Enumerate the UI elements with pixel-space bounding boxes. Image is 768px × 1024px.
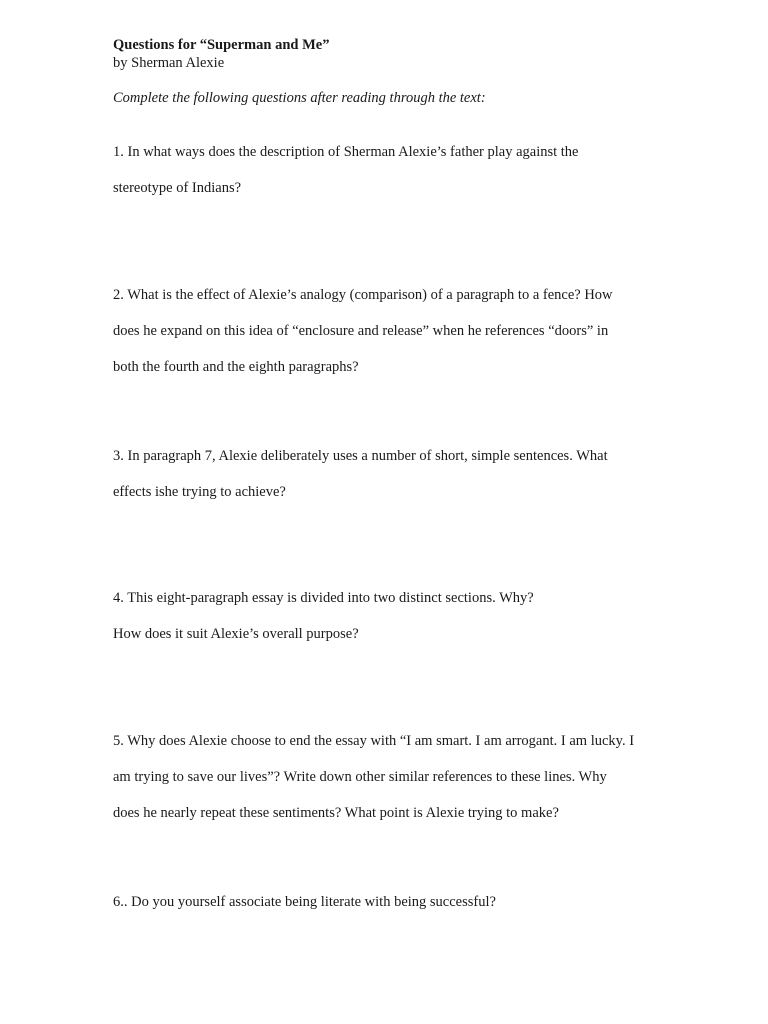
question-1-line-1: 1. In what ways does the description of Sherman Alexie’s father play against the xyxy=(113,144,579,160)
question-5 xyxy=(113,714,673,840)
question-5-line-1: 5. Why does Alexie choose to end the essay with “I am smart. I am arrogant. I am lucky. I xyxy=(113,733,635,749)
question-3-line-1: 3. In paragraph 7, Alexie deliberately uses a number of short, simple sentences. What xyxy=(113,448,608,464)
question-5-line-2: am trying to save our lives”? Write down other similar references to these lines. Why xyxy=(113,769,607,785)
question-2-line-2: does he expand on this idea of “enclosure and release” when he references “doors” in xyxy=(113,323,609,339)
question-6-line-1: 6.. Do you yourself associate being literate with being successful? xyxy=(113,894,496,910)
question-3 xyxy=(113,429,673,519)
question-3-line-2: effects ishe trying to achieve? xyxy=(113,484,286,500)
question-4-line-1: 4. This eight-paragraph essay is divided into two distinct sections. Why? xyxy=(113,590,534,606)
question-1 xyxy=(113,125,673,215)
instructions-text: Complete the following questions after reading through the text: xyxy=(113,90,486,106)
question-5-line-3: does he nearly repeat these sentiments? What point is Alexie trying to make? xyxy=(113,805,559,821)
question-2-line-1: 2. What is the effect of Alexie’s analogy (comparison) of a paragraph to a fence? How xyxy=(113,287,613,303)
question-4 xyxy=(113,571,673,661)
author-byline: by Sherman Alexie xyxy=(113,55,225,71)
question-4-line-2: How does it suit Alexie’s overall purpose? xyxy=(113,626,359,642)
question-2 xyxy=(113,268,673,394)
question-6 xyxy=(113,875,673,929)
document-title: Questions for “Superman and Me” xyxy=(113,37,330,53)
question-1-line-2: stereotype of Indians? xyxy=(113,180,242,196)
question-2-line-3: both the fourth and the eighth paragraphs? xyxy=(113,359,359,375)
